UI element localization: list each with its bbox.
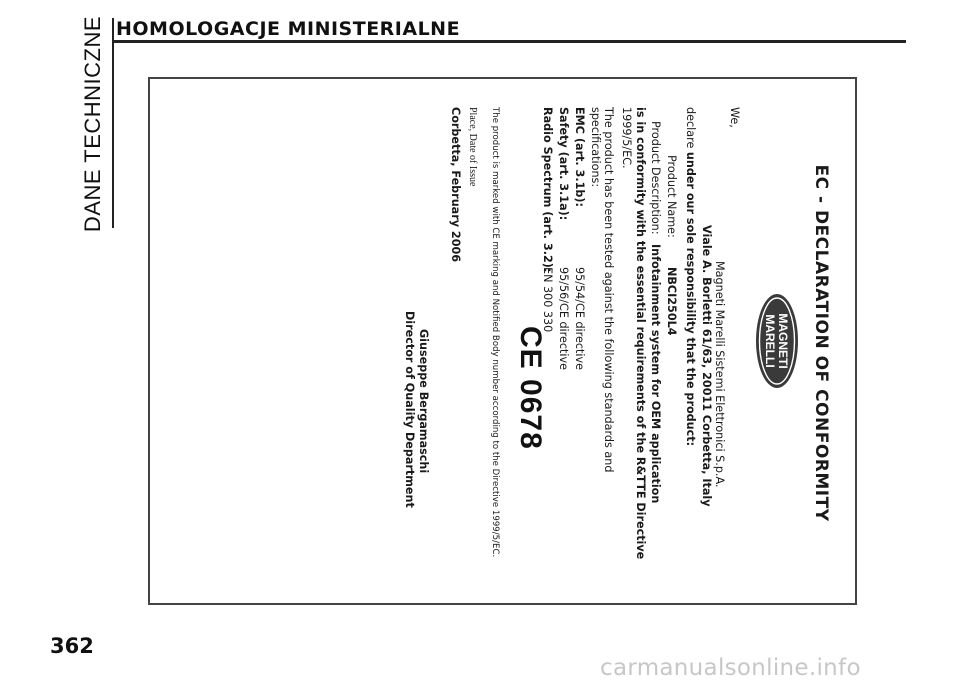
standard-safety-label: Safety (art. 3.1a):	[557, 107, 570, 221]
product-description-label: Product Description:	[649, 121, 662, 235]
place-date-value: Corbetta, February 2006	[449, 107, 462, 263]
place-date-label: Place, Date of Issue	[467, 107, 478, 187]
product-name-value: NBCI250L4	[665, 267, 678, 336]
standard-radio-label: Radio Spectrum (art. 3.2):	[541, 107, 554, 273]
page-heading: HOMOLOGACJE MINISTERIALNE	[116, 18, 461, 40]
declaration-document	[148, 79, 855, 605]
signatory-title: Director of Quality Department	[403, 311, 416, 508]
standard-radio-value: EN 300 330	[541, 267, 554, 333]
logo-word-2: MARELLI	[763, 314, 777, 368]
section-label-text: DANE TECHNICZNE	[80, 15, 105, 233]
product-description-value: Infotainment system for OEM application	[649, 244, 662, 504]
heading-rule	[112, 40, 906, 43]
company-address: Viale A. Borletti 61/63, 20011 Corbetta, Italy	[700, 225, 713, 507]
ce-mark: CE 0678	[514, 326, 547, 450]
we-line: We,	[728, 107, 741, 128]
section-label	[78, 15, 108, 233]
page-number: 362	[50, 634, 94, 658]
standard-emc-value: 95/54/CE directive	[573, 267, 586, 371]
magneti-marelli-logo	[755, 293, 799, 389]
tested-line-2: specifications:	[589, 107, 602, 188]
conformity-line-2: 1999/5/EC.	[620, 107, 633, 169]
declaration-frame	[148, 77, 857, 605]
marking-note: The product is marked with CE marking and Notified Body number according to the Directive 1999/5/EC.	[490, 107, 500, 558]
signatory-name: Giuseppe Bergamaschi	[417, 329, 430, 474]
declare-prefix: declare	[684, 107, 697, 149]
watermark-text: carmanualsonline.info	[600, 655, 861, 681]
standard-safety-value: 95/56/CE directive	[557, 267, 570, 371]
conformity-line-1: is in conformity with the essential requirements of the R&TTE Directive	[634, 107, 647, 560]
declare-line	[684, 107, 697, 446]
declare-statement: under our sole responsibility that the product:	[684, 151, 697, 447]
declaration-title: EC - DECLARATION OF CONFORMITY	[811, 164, 831, 522]
logo-word-1: MAGNETI	[776, 313, 790, 369]
company-name: Magneti Marelli Sistemi Elettronici S.p.A.	[713, 261, 726, 488]
standard-emc-label: EMC (art. 3.1b):	[573, 107, 586, 207]
product-name-label: Product Name:	[665, 155, 678, 238]
tested-line-1: The product has been tested against the following standards and	[602, 107, 615, 473]
